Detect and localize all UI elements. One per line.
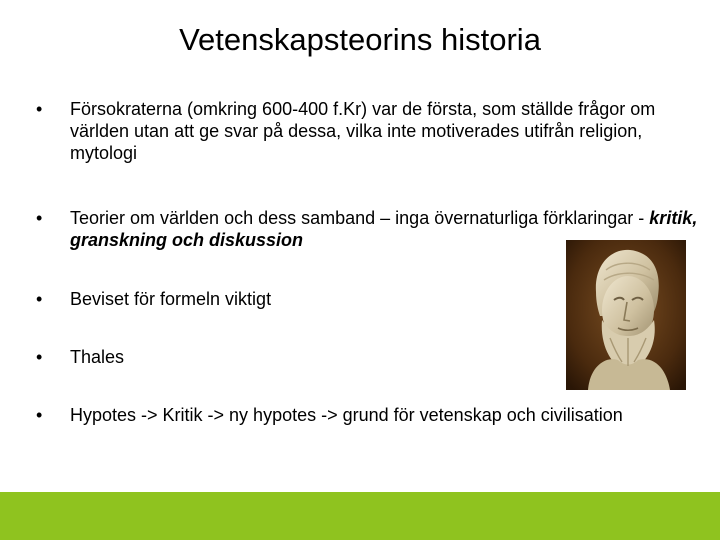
bullet-text: Beviset för formeln viktigt xyxy=(70,289,272,309)
footer-accent-bar xyxy=(0,492,720,540)
slide-title: Vetenskapsteorins historia xyxy=(179,22,541,57)
bullet-marker: • xyxy=(36,405,43,425)
thales-bust-image xyxy=(566,240,686,390)
bullet-marker: • xyxy=(36,99,43,119)
bullet-text: Thales xyxy=(70,347,125,367)
bullet-marker: • xyxy=(36,347,43,367)
bullet-text: Hypotes -> Kritik -> ny hypotes -> grund för vetenskap och civilisation xyxy=(70,405,623,425)
bullet-marker: • xyxy=(36,208,43,228)
bullet-marker: • xyxy=(36,289,43,309)
bullet-text: Försokraterna (omkring 600-400 f.Kr) var de första, som ställde frågor om världen utan att ge svar på dessa, vilka inte motiverades utifrån religion, mytologi xyxy=(70,99,656,163)
bullet-text-emphasis: kritik, granskning och diskussion xyxy=(70,208,698,250)
bullet-text-plain: Teorier om världen och dess samband – inga övernaturliga förklaringar - xyxy=(70,208,650,228)
